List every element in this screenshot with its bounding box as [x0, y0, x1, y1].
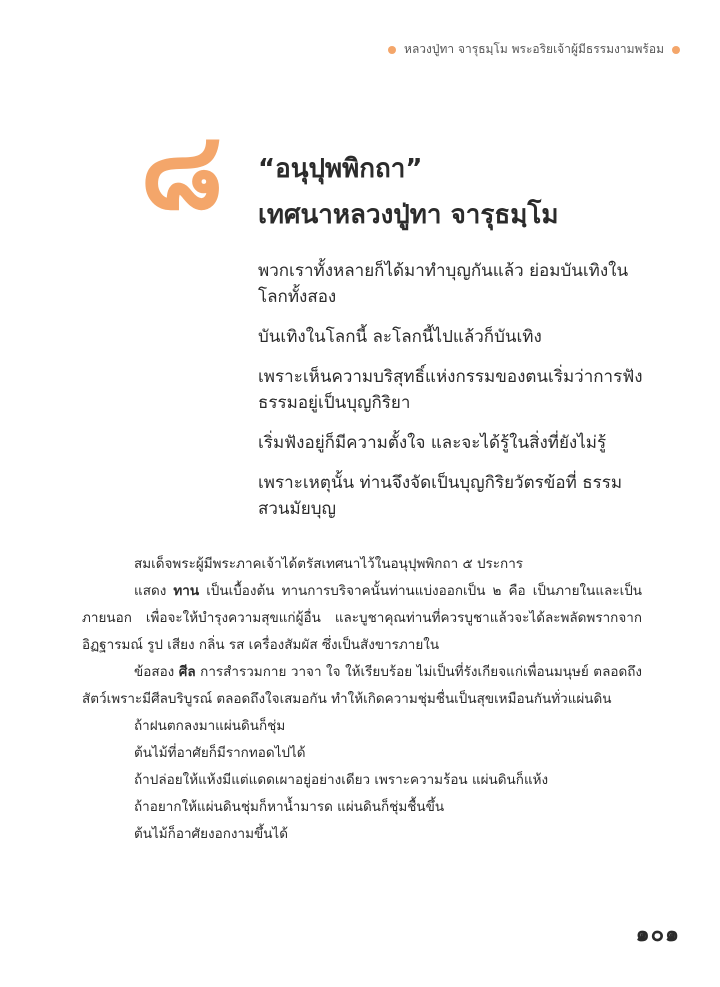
bullet-dot-icon: [672, 46, 680, 54]
verse-line: เพราะเห็นความบริสุทธิ์แห่งกรรมของตนเริ่มว่าการฟังธรรมอยู่เป็นบุญกิริยา: [258, 367, 643, 413]
bullet-dot-icon: [388, 46, 396, 54]
chapter-title: [258, 146, 678, 238]
chapter-title-line2: เทศนาหลวงปู่ทา จารุธมฺโม: [258, 200, 559, 230]
paragraph-sila: [82, 659, 642, 713]
paragraph-dana: [82, 578, 642, 659]
page-number: ๑๐๑: [635, 922, 680, 947]
body-line: ต้นไม้ก็อาศัยงอกงามขึ้นได้: [134, 826, 288, 842]
verse-block: [258, 258, 653, 536]
paragraph-prefix: แสดง: [134, 583, 174, 599]
term-dana: ทาน: [173, 583, 200, 599]
body-line: ถ้าปล่อยให้แห้งมีแต่แดดเผาอยู่อย่างเดียว เพราะความร้อน แผ่นดินก็แห้ง: [134, 772, 549, 788]
paragraph-text: เป็นเบื้องต้น ทานการบริจาคนั้นท่านแบ่งออกเป็น ๒ คือ เป็นภายในและเป็นภายนอก เพื่อจะให้บำรุงความสุขแก่ผู้อื่น และบูชาคุณท่านที่ควรบูชาแล้วจะได้ละพลัดพรากจากอิฏฐารมณ์ รูป เสียง กลิ่น รส เครื่องสัมผัส ซึ่งเป็นสังขารภายใน: [82, 583, 642, 653]
body-line: ต้นไม้ที่อาศัยก็มีรากทอดไปได้: [134, 745, 306, 761]
running-title: หลวงปู่ทา จารุธมฺโม พระอริยเจ้าผู้มีธรรมงามพร้อม: [404, 42, 664, 56]
verse-line: บันเทิงในโลกนี้ ละโลกนี้ไปแล้วก็บันเทิง: [258, 327, 542, 347]
verse-line: เพราะเหตุนั้น ท่านจึงจัดเป็นบุญกิริยวัตรข้อที่ ธรรมสวนมัยบุญ: [258, 473, 623, 519]
chapter-numeral: ๘: [140, 109, 224, 234]
body-line: ถ้าอยากให้แผ่นดินชุ่มก็หาน้ำมารด แผ่นดินก็ชุ่มชื้นขึ้น: [134, 799, 445, 815]
running-header: [388, 40, 680, 59]
paragraph-intro: สมเด็จพระผู้มีพระภาคเจ้าได้ตรัสเทศนาไว้ในอนุปุพพิกถา ๕ ประการ: [134, 556, 524, 572]
chapter-title-line1: “อนุปุพพิกถา”: [258, 154, 423, 184]
paragraph-text: การสำรวมกาย วาจา ใจ ให้เรียบร้อย ไม่เป็นที่รังเกียจแก่เพื่อนมนุษย์ ตลอดถึงสัตว์เพราะมีศีลบริบูรณ์ ตลอดถึงใจเสมอกัน ทำให้เกิดความชุ่มชื่นเป็นสุขเหมือนกันทั่วแผ่นดิน: [82, 664, 642, 707]
body-line: ถ้าฝนตกลงมาแผ่นดินก็ชุ่ม: [134, 718, 286, 734]
verse-line: เริ่มฟังอยู่ก็มีความตั้งใจ และจะได้รู้ในสิ่งที่ยังไม่รู้: [258, 433, 607, 453]
body-text: [82, 551, 642, 848]
verse-line: พวกเราทั้งหลายก็ได้มาทำบุญกันแล้ว ย่อมบันเทิงในโลกทั้งสอง: [258, 261, 629, 307]
term-sila: ศีล: [178, 664, 196, 680]
paragraph-prefix: ข้อสอง: [134, 664, 179, 680]
